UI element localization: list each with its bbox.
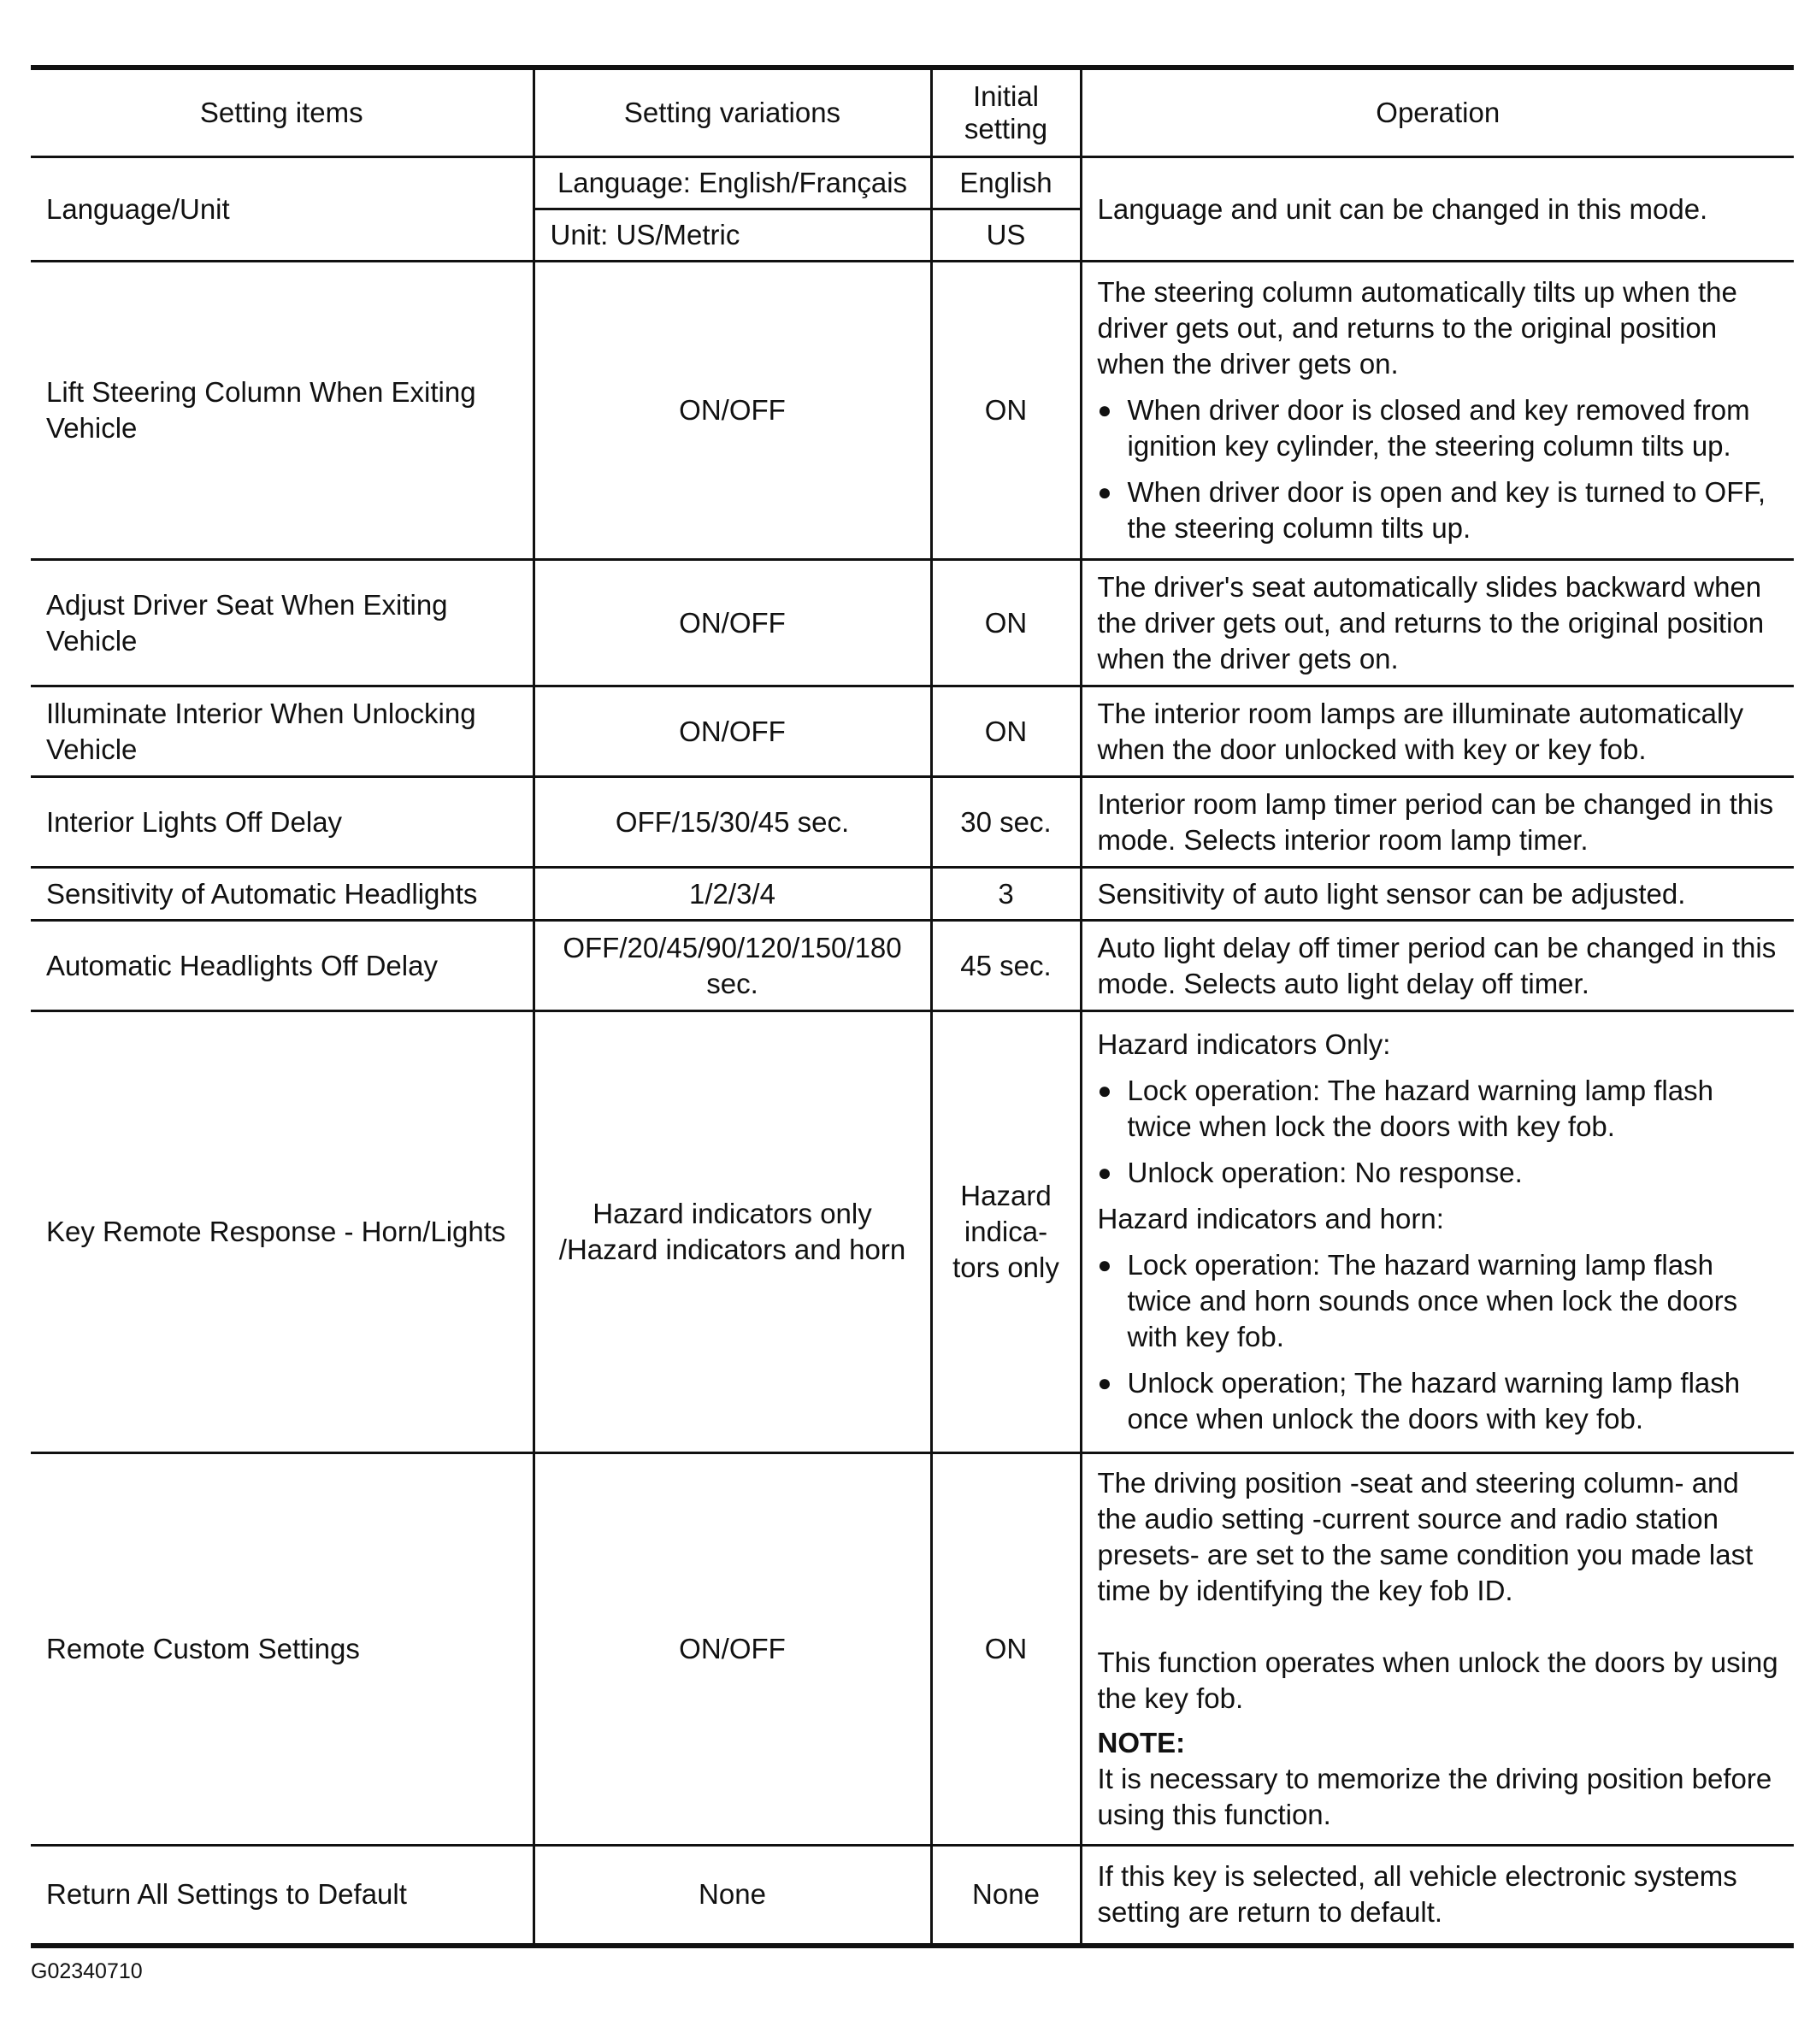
table-row (31, 868, 1794, 921)
operation-text: The driver's seat automatically slides backward when the driver gets out, and returns to the original position when the driver gets on. (1081, 560, 1794, 686)
initial-setting: 30 sec. (931, 777, 1081, 868)
bullet-text: Unlock operation; The hazard warning lamp flash once when unlock the doors with key fob. (1127, 1367, 1741, 1434)
operation-text: This function operates when unlock the doors by using the key fob. (1097, 1646, 1778, 1714)
table-row (31, 921, 1794, 1011)
list-item (1098, 1155, 1779, 1191)
note-label: NOTE: (1097, 1727, 1186, 1758)
setting-variation: ON/OFF (534, 1453, 931, 1846)
operation-text: Interior room lamp timer period can be changed in this mode. Selects interior room lamp timer. (1081, 777, 1794, 868)
bullet-icon: ● (1097, 1159, 1112, 1186)
initial-setting: 3 (931, 868, 1081, 921)
setting-item: Key Remote Response - Horn/Lights (31, 1011, 534, 1453)
list-item (1098, 1365, 1779, 1437)
header-operation: Operation (1081, 68, 1794, 157)
bullet-text: Lock operation: The hazard warning lamp flash twice and horn sounds once when lock the doors with key fob. (1127, 1249, 1738, 1352)
table-row (31, 262, 1794, 560)
setting-item: Lift Steering Column When Exiting Vehicle (31, 262, 534, 560)
initial-setting: ON (931, 262, 1081, 560)
bullet-text: Unlock operation: No response. (1127, 1157, 1523, 1188)
header-initial-setting: Initial setting (931, 68, 1081, 157)
initial-setting: ON (931, 1453, 1081, 1846)
operation-text: The driving position -seat and steering column- and the audio setting -current source and radio station presets- are set to the same condition you made last time by identifying the key fob ID. (1097, 1467, 1754, 1606)
bullet-icon: ● (1097, 1370, 1112, 1396)
list-item (1098, 1247, 1779, 1355)
bullet-icon: ● (1097, 397, 1112, 423)
table-row (31, 1453, 1794, 1846)
setting-variation: None (534, 1846, 931, 1946)
operation-cell (1081, 262, 1794, 560)
operation-text: Auto light delay off timer period can be changed in this mode. Selects auto light delay off timer. (1081, 921, 1794, 1011)
initial-setting: 45 sec. (931, 921, 1081, 1011)
bullet-list (1098, 392, 1779, 546)
setting-item: Language/Unit (31, 157, 534, 262)
setting-variation: ON/OFF (534, 686, 931, 777)
setting-item: Adjust Driver Seat When Exiting Vehicle (31, 560, 534, 686)
bullet-list (1098, 1247, 1779, 1437)
bullet-icon: ● (1097, 1252, 1112, 1278)
setting-item: Interior Lights Off Delay (31, 777, 534, 868)
setting-variation: Language: English/Français (534, 157, 931, 209)
setting-variation: OFF/15/30/45 sec. (534, 777, 931, 868)
settings-table (31, 65, 1794, 1948)
setting-variation: ON/OFF (534, 560, 931, 686)
list-item (1098, 392, 1779, 464)
list-item (1098, 1073, 1779, 1145)
setting-variation: OFF/20/45/90/120/150/180 sec. (534, 921, 931, 1011)
operation-text: Sensitivity of auto light sensor can be adjusted. (1081, 868, 1794, 921)
note-text: It is necessary to memorize the driving position before using this function. (1097, 1763, 1772, 1830)
setting-variation: Hazard indicators only /Hazard indicators and horn (534, 1011, 931, 1453)
list-item (1098, 474, 1779, 546)
setting-item: Automatic Headlights Off Delay (31, 921, 534, 1011)
initial-setting: ON (931, 560, 1081, 686)
setting-item: Return All Settings to Default (31, 1846, 534, 1946)
bullet-list (1098, 1073, 1779, 1191)
operation-text: The steering column automatically tilts up when the driver gets out, and returns to the original position when the driver gets on. (1097, 276, 1737, 380)
operation-heading: Hazard indicators and horn: (1097, 1203, 1444, 1234)
header-setting-variations: Setting variations (534, 68, 931, 157)
operation-cell (1081, 1453, 1794, 1846)
header-row (31, 68, 1794, 157)
initial-setting: ON (931, 686, 1081, 777)
setting-item: Remote Custom Settings (31, 1453, 534, 1846)
setting-item: Illuminate Interior When Unlocking Vehicle (31, 686, 534, 777)
setting-item: Sensitivity of Automatic Headlights (31, 868, 534, 921)
bullet-text: When driver door is open and key is turned to OFF, the steering column tilts up. (1127, 476, 1766, 544)
bullet-icon: ● (1097, 479, 1112, 505)
operation-text: Language and unit can be changed in this mode. (1081, 157, 1794, 262)
bullet-text: Lock operation: The hazard warning lamp flash twice when lock the doors with key fob. (1127, 1075, 1713, 1142)
table-row (31, 686, 1794, 777)
setting-variation: 1/2/3/4 (534, 868, 931, 921)
table-row (31, 157, 1794, 209)
bullet-icon: ● (1097, 1077, 1112, 1104)
table-row (31, 1011, 1794, 1453)
setting-variation: Unit: US/Metric (534, 209, 931, 262)
operation-cell (1081, 1011, 1794, 1453)
figure-id: G02340710 (31, 1959, 143, 1983)
initial-setting: English (931, 157, 1081, 209)
table-row (31, 777, 1794, 868)
bullet-text: When driver door is closed and key removed from ignition key cylinder, the steering column tilts up. (1127, 394, 1750, 462)
initial-setting: Hazard indica-tors only (931, 1011, 1081, 1453)
operation-text: The interior room lamps are illuminate automatically when the door unlocked with key or key fob. (1081, 686, 1794, 777)
initial-setting: US (931, 209, 1081, 262)
table-row (31, 1846, 1794, 1946)
header-setting-items: Setting items (31, 68, 534, 157)
setting-variation: ON/OFF (534, 262, 931, 560)
operation-heading: Hazard indicators Only: (1097, 1028, 1391, 1060)
initial-setting: None (931, 1846, 1081, 1946)
table-row (31, 560, 1794, 686)
operation-text: If this key is selected, all vehicle electronic systems setting are return to default. (1081, 1846, 1794, 1946)
